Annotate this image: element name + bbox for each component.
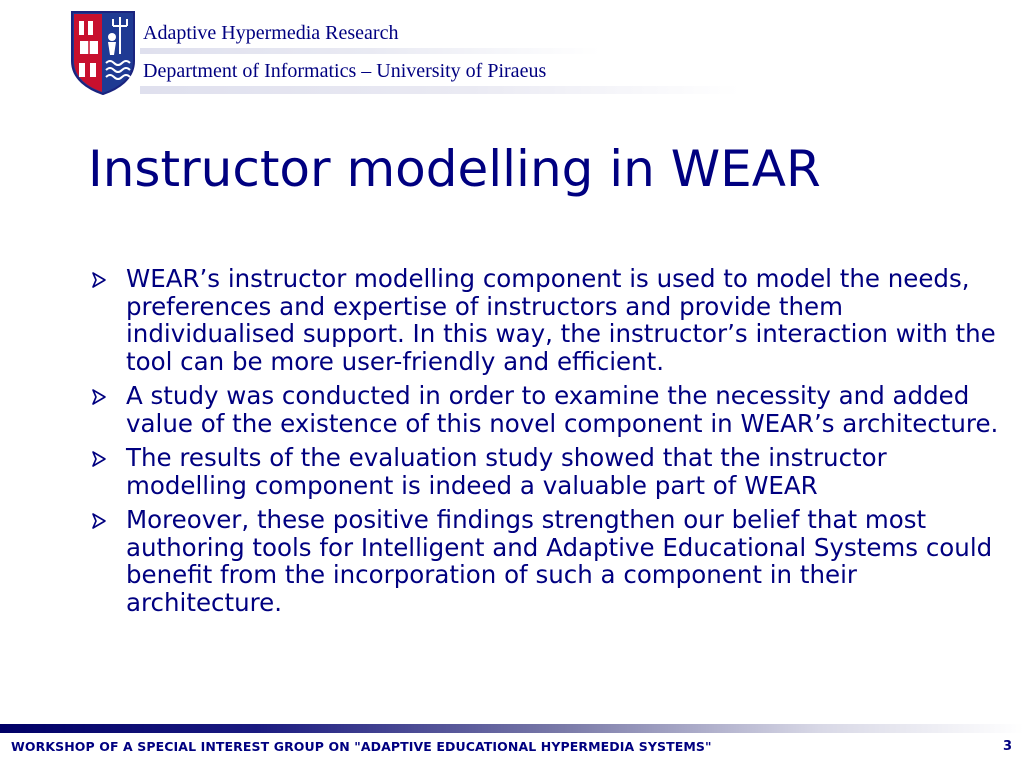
footer-workshop-title: WORKSHOP OF A SPECIAL INTEREST GROUP ON "ADAPTIVE EDUCATIONAL HYPERMEDIA SYSTEMS" [11,739,712,754]
header-divider-bottom [140,86,740,94]
bullet-text: WEAR’s instructor modelling component is used to model the needs, preferences and expertise of instructors and provide them individualised support. In this way, the instructor’s interaction with the tool can be more user-friendly and efficient. [126,264,996,376]
bullet-list [90,265,1015,623]
bullet-item [90,506,1015,616]
bullet-item [90,444,1015,499]
research-group-heading: Adaptive Hypermedia Research [143,22,399,44]
department-heading: Department of Informatics – University of Piraeus [143,60,547,82]
header-divider-top [140,48,600,54]
arrowhead-bullet-icon [90,444,126,472]
arrowhead-bullet-icon [90,265,126,293]
slide-number: 3 [1002,739,1012,754]
slide-title: Instructor modelling in WEAR [88,140,821,198]
bullet-text: The results of the evaluation study showed that the instructor modelling component is indeed a valuable part of WEAR [126,443,887,500]
arrowhead-bullet-icon [90,382,126,410]
footer-divider [0,724,1024,733]
bullet-text: A study was conducted in order to examine the necessity and added value of the existence of this novel component in WEAR’s architecture. [126,381,999,438]
arrowhead-bullet-icon [90,506,126,534]
bullet-item [90,265,1015,375]
bullet-text: Moreover, these positive findings strengthen our belief that most authoring tools for Intelligent and Adaptive Educational Systems could benefit from the incorporation of such a component in their architecture. [126,505,993,617]
bullet-item [90,382,1015,437]
university-crest-logo [68,9,138,95]
